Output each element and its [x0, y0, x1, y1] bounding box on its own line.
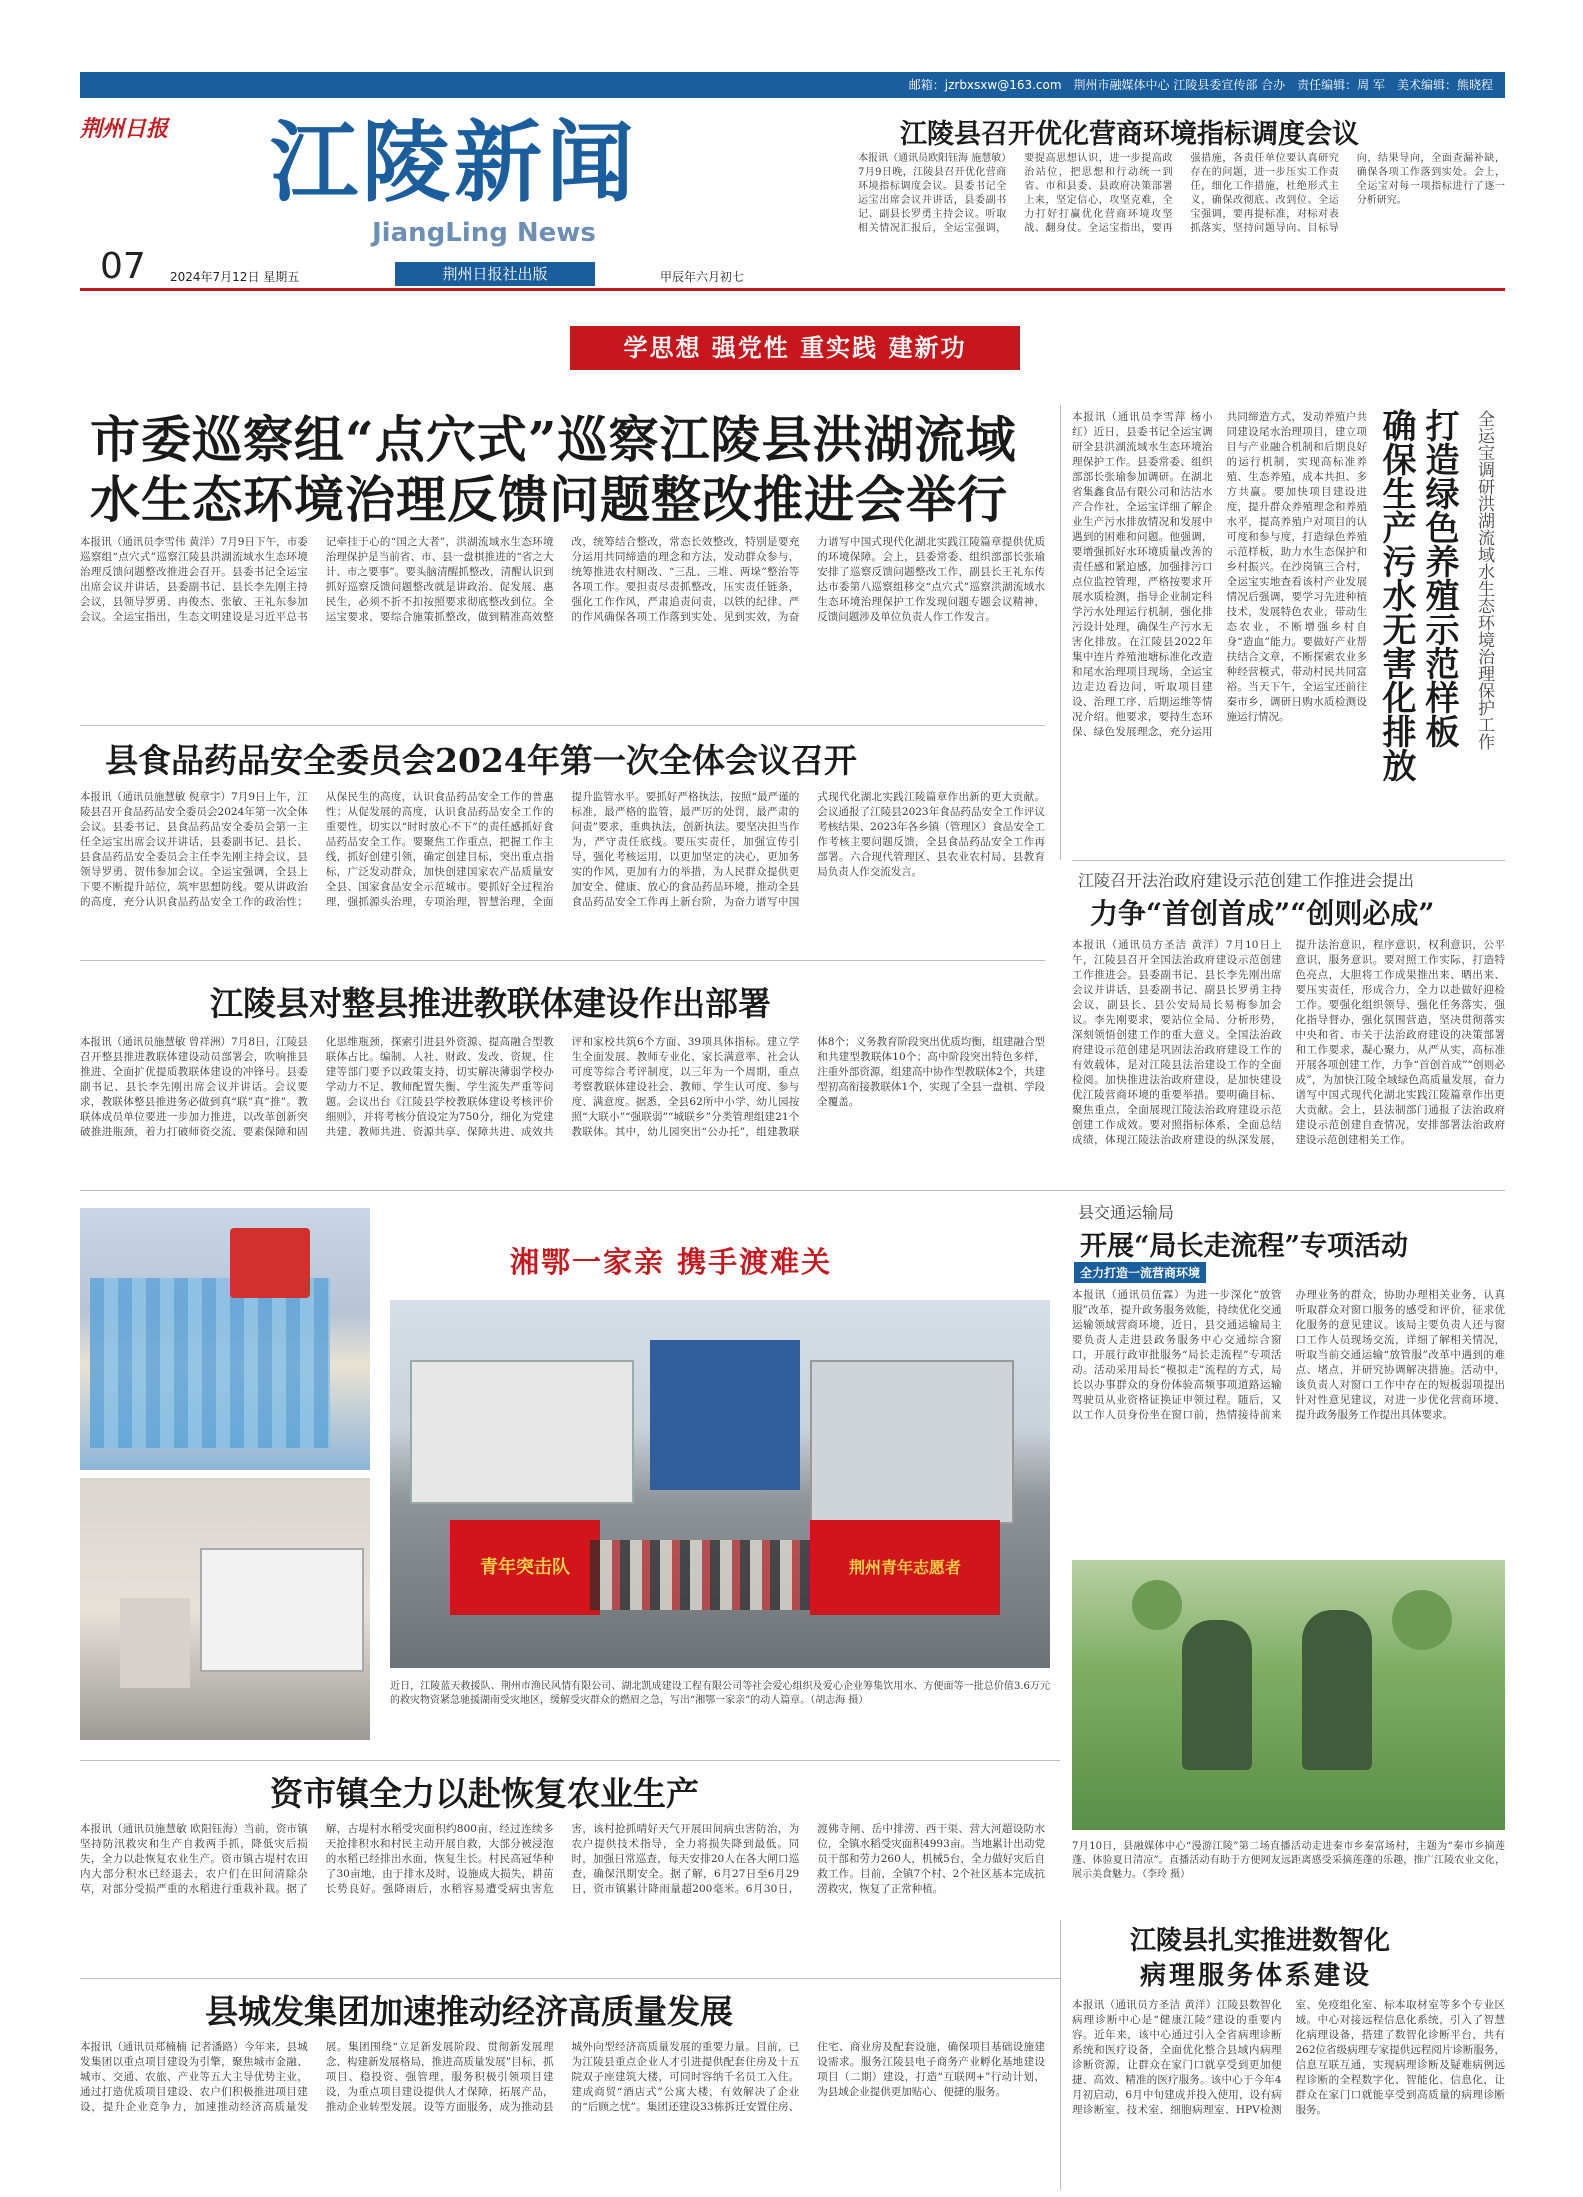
masthead-english: JiangLing News — [372, 218, 596, 248]
zishi-body: 本报讯（通讯员施慧敏 欧阳钰海）当前，资市镇坚持防汛救灾和生产自救两手抓，降低灾后损失，全力以赴恢复农业生产。资市镇古堤村农田内大部分积水已经退去，农户们在田间清除杂草，对部分受损严重的水稻进行重栽补栽。据了解，古堤村水稻受灾面积约800亩，经过连续多天抢排积水和村民主动开展自救，大部分被浸泡的水稻已经排出水面，恢复生长。村民高冠华种了30亩地，由于排水及时，设施成大损失，耕苗长势良好。强降雨后，水稻容易遭受病虫害危害，该村抢抓晴好天气开展田间病虫害防治，为农户提供技术指导，全力将损失降到最低。同时，加强日常巡查，每天安排20人在各大闸口巡查，确保汛期安全。据了解，6月27日至6月29日，资市镇累计降雨量超200毫米。6月30日，渡佛寺闸、岳中排涝、西干渠、营大河超设防水位，全镇水稻受灾面积4993亩。当地累计出动党员干部和劳力260人，机械5台，全力做好灾后自救工作。目前，全镇7个村、2个社区基本完成抗涝救灾，恢复了正常种植。 — [80, 1823, 1045, 1895]
column-divider — [1060, 405, 1061, 860]
poultry-title-col1: 确保生产污水无害化排放 — [1376, 408, 1416, 782]
biz-env-body: 本报讯（通讯员欧阳钰海 施慧敏）7月9日晚，江陵县召开优化营商环境指标调度会议。县委书记全运宝出席会议并讲话，县委副书记、副县长罗勇主持会议。听取相关情况汇报后，全运宝强调，要提高思想认识，进一步提高政治站位，把思想和行动统一到省、市和县委、县政府决策部署上来，坚定信心，攻坚克难，全力打好打赢优化营商环境攻坚战、翻身仗。全运宝指出，要再强措施，各责任单位要认真研究存在的问题，进一步压实工作责任，细化工作措施，杜绝形式主义，确保改彻底、改到位。全运宝强调，要再提标准，对标对表抓落实，坚持问题导向、目标导向，结果导向，全面查漏补缺，确保各项工作落到实处。会上，全运宝对每一项指标进行了逐一分析研究。 — [858, 153, 1505, 234]
photo-feature-banner: 湘鄂一家亲 携手渡难关 — [510, 1245, 833, 1279]
photo-lotus-livestream — [1072, 1560, 1505, 1830]
pathology-body: 本报讯（通讯员方圣洁 黄洋）江陵县数智化病理诊断中心是“健康江陵”建设的重要内容。近年来，该中心通过引入全省病理诊断系统和医疗设备，全面优化整合县域内病理诊断资源，让群众在家门口就享受到更加便捷、高效、精准的医疗服务。该中心于今年4月初启动，6月中旬建成并投入使用，设有病理诊断室、技术室、细胞病理室、HPV检测室、免疫组化室、标本取材室等多个专业区域。中心对接远程信息化系统，引入了智慧化病理设备，搭建了数智化诊断平台，共有262位省级病理专家提供远程阅片诊断服务，信息互联互通，实现病理诊断及疑难病例远程诊断的全程数字化、智能化、信息化，让群众在家门口就能享受到高质量的病理诊断服务。 — [1072, 1999, 1505, 2116]
poultry-body: 本报讯（通讯员李雪萍 杨小红）近日，县委书记全运宝调研全县洪湖流域水生态环境治理保护工作。县委常委、组织部部长张瑜参加调研。在湖北省集鑫食品有限公司和沽沽水产合作社，全运宝详细了解企业生产污水排放情况和发展中遇到的困难和问题。他强调，要增强抓好水环境质量改善的责任感和紧迫感，加强排污口点位监控管理，严格按要求开展水质检测，指导企业制定科学污水处理运行机制，强化排污设计处理，确保生产污水无害化排放。在江陵县2022年集中连片养殖池塘标准化改造和尾水治理项目现场，全运宝边走边看边问，听取项目建设、治理工序、后期运维等情况介绍。他要求，要持生态环保、绿色发展理念，充分运用共同缔造方式，发动养殖户共同建设尾水治理项目，建立项目与产业融合机制和后期良好的运行机制，实现高标准养殖、生态养殖，成本共担、多方共赢。要加快项目建设进度，提升群众养殖理念和养殖水平，提高养殖户对项目的认可度和参与度，打造绿色养殖示范样板，助力水生态保护和乡村振兴。在沙岗镇三合村，全运宝实地查看该村产业发展情况后强调，要学习先进种植技术，发展特色农业，带动生态农业，不断增强乡村自身“造血”能力。要做好产业帮扶结合文章，不断探索农业多种经营模式，带动村民共同富裕。当天下午，全运宝还前往秦市乡，调研日购水质检测设施运行情况。 — [1072, 411, 1367, 738]
flag-youth-commando: 青年突击队 — [450, 1520, 600, 1615]
lawgov-title: 力争“首创首成”“创则必成” — [1090, 897, 1435, 930]
section-divider — [80, 1760, 1060, 1761]
section-divider — [80, 1190, 1505, 1191]
food-title: 县食品药品安全委员会2024年第一次全体会议召开 — [105, 741, 857, 780]
poultry-kicker: 全运宝调研洪湖流域水生态环境治理保护工作 — [1474, 410, 1494, 750]
lotus-caption: 7月10日，县融媒体中心“漫游江陵”第二场直播活动走进秦市乡秦富场村，主题为“秦市乡摘莲蓬、体验夏日清凉”。直播活动有助于方便网友远距离感受采摘莲蓬的乐趣，推广江陵农业文化，展示美食魅力。（李玲 摄） — [1072, 1841, 1505, 1880]
photo-relief-goods — [80, 1208, 370, 1470]
publisher-badge: 荆州日报社出版 — [395, 262, 595, 286]
lawgov-body: 本报讯（通讯员方圣洁 黄洋）7月10日上午，江陵县召开全国法治政府建设示范创建工作推进会。县委副书记、县长李先刚出席会议并讲话，县委副书记、副县长罗勇主持会议，副县长、县公安局局长易梅参加会议。李先刚要求，要站位全局、分析形势，深刻领悟创建工作的重大意义。全国法治政府建设示范创建是巩固法治政府建设工作的有效载体，是对江陵县法治建设工作的全面检阅。加快推进法治政府建设，是加快建设优江陵营商环境的重要举措。要明确目标、聚焦重点，全面展现江陵法治政府建设示范创建工作成效。要对照指标体系，全面总结成绩，体现江陵法治政府建设的纵深发展，提升法治意识，程序意识，权利意识，公平意识，服务意识。要对照工作实际，打造特色亮点，大胆将工作成果推出来、晒出来、要压实责任，形成合力，全力以赴做好迎检工作。要强化组织领导、强化任务落实，强化指导督办，强化氛围营造，坚决贯彻落实中央和省、市关于法治政府建设的决策部署和工作要求，凝心聚力，从严从实，高标准开展各项创建工作，力争“首创首成”“创则必成”，为加快江陵全域绿色高质量发展，奋力谱写中国式现代化湖北实践江陵篇章作出更大贡献。会上，县法制部门通报了法治政府建设示范创建自查情况，安排部署法治政府建设示范创建相关工作。 — [1072, 939, 1505, 1146]
lawgov-kicker: 江陵召开法治政府建设示范创建工作推进会提出 — [1078, 871, 1415, 890]
photo-feature-caption: 近日，江陵蓝天救援队、荆州市渔民风情有限公司、湖北凯成建设工程有限公司等社会爱心组织及爱心企业筹集饮用水、方便面等一批总价值3.6万元的救灾物资紧急驰援湖南受灾地区，缓解受灾群众的燃眉之急，写出“湘鄂一家亲”的动人篇章。（胡志海 摄） — [390, 1681, 1050, 1706]
food-body: 本报讯（通讯员施慧敏 倪章宇）7月9日上午，江陵县召开食品药品安全委员会2024年第一次全体会议。县委书记、县食品药品安全委员会第一主任全运宝出席会议并讲话，县委副书记、县长、县食品药品安全委员会主任李先刚主持会议，县领导罗勇、贺伟参加会议。全运宝强调，全县上下要不断提升站位，筑牢思想防线。要从讲政治的高度，充分认识食品药品安全工作的政治性；从保民生的高度，认识食品药品安全工作的普惠性；从促发展的高度，认识食品药品安全工作的重要性，切实以“时时放心不下”的责任感抓好食品药品安全工作。要聚焦工作重点，把握工作主线，抓好创建引领，确定创建目标，突出重点指标，广泛发动群众，加快创建国家农产品质量安全县、国家食品安全示范城市。要抓好全过程治理，强抓源头治理，专项治理，智慧治理，全面提升监管水平。要抓好严格执法，按照“最严谨的标准，最严格的监管，最严厉的处罚，最严肃的问责”要求，重典执法，创新执法。要坚决担当作为，严守责任底线。要压实责任，加强宣传引导，强化考核运用，以更加坚定的决心，更加务实的作风，更加有力的举措，为人民群众提供更加安全、健康、放心的食品药品环境，推动全县食品药品安全工作再上新台阶，为奋力谱写中国式现代化湖北实践江陵篇章作出新的更大贡献。会议通报了江陵县2023年食品药品安全工作评议考核结果、2023年各乡镇（管理区）食品安全工作考核主要问题反馈，全县食品药品安全工作再部署。六合现代管理区、县农业农村局、县教育局负责人作交流发言。 — [80, 791, 1045, 908]
top-info-bar: 邮箱：jzrbxsxw@163.com 荆州市融媒体中心 江陵县委宣传部 合办 责任编辑：周 军 美术编辑：熊晓程 — [80, 72, 1505, 98]
theme-banner: 学思想 强党性 重实践 建新功 — [570, 326, 1020, 370]
photo-loading-van — [80, 1478, 370, 1740]
lead-body: 本报讯（通讯员李雪伟 黄洋）7月9日下午，市委巡察组“点穴式”巡察江陵县洪湖流域水生态环境治理反馈问题整改推进会召开。县委书记全运宝出席会议并讲话，县委副书记、县长李先刚主持会议，县领导罗勇、冉俊杰、张敏、王礼东参加会议。全运宝指出，生态文明建设是习近平总书记牵挂于心的“国之大者”，洪湖流域水生态环境治理保护是当前省、市、县一盘棋推进的“省之大计、市之要事”。要头脑清醒抓整改，清醒认识到抓好巡察反馈问题整改就是讲政治、促发展、惠民生，必须不折不扣按照要求彻底整改到位。全运宝要求，要综合施策抓整改，做到精准高效整改，统筹结合整改，常态长效整改，特别是要充分运用共同缔造的理念和方法，发动群众参与，统筹推进农村厕改、“三乱、三堆、两垛”整治等各项工作。要担责尽责抓整改，压实责任链条，强化工作作风，严肃追责问责，以铁的纪律、严的作风确保各项工作落到实处、见到实效，为奋力谱写中国式现代化湖北实践江陵篇章提供优质的环境保障。会上，县委常委、组织部部长张瑜安排了巡察反馈问题整改工作，副县长王礼东传达市委第八巡察组移交“点穴式”巡察洪湖流域水生态环境治理保护工作发现问题专题会议精神，反馈问题涉及单位负责人作工作发言。 — [80, 536, 1045, 623]
lead-title-line2: 水生态环境治理反馈问题整改推进会举行 — [90, 470, 1008, 529]
section-divider — [80, 960, 1045, 961]
photo-volunteers-group — [390, 1300, 1050, 1668]
flag-youth-volunteers: 荆州青年志愿者 — [810, 1520, 1000, 1615]
issue-date: 2024年7月12日 星期五 — [170, 270, 300, 284]
masthead-title: 江陵新闻 — [270, 110, 639, 214]
urban-body: 本报讯（通讯员郑楠楠 记者潘路）今年来，县城发集团以重点项目建设为引擎，聚焦城市金融、城市、交通、农旅、产业等五大主导优势主业，通过打造优质项目建设、农户们积极推进项目建设，提升企业竞争力，加速推动经济高质量发展。集团围绕“立足新发展阶段、贯彻新发展理念、构建新发展格局，推进高质量发展”目标，抓项目、稳投资、强管理，服务积极引领项目建设，为重点项目建设提供人才保障，拓展产品，推动企业转型发展。设等方面服务，成为推动县城外向型经济高质量发展的重要力量。目前，已为江陵县重点企业人才引进提供配套住房及十五院双子座建筑大楼，可同时容纳千名员工入住。建成商贸“酒店式”公寓大楼，有效解决了企业的“后顾之忧”。集团还建设33栋拆迁安置住房、住宅、商业房及配套设施，确保项目基础设施建设需求。服务江陵县电子商务产业孵化基地建设项目（二期）建设，打造“互联网+”行动计划，为县域企业提供更加贴心、便捷的服务。 — [80, 2041, 1045, 2113]
section-divider — [1072, 860, 1505, 861]
zishi-title: 资市镇全力以赴恢复农业生产 — [270, 1774, 699, 1813]
lunar-date: 甲辰年六月初七 — [660, 270, 745, 284]
section-divider — [80, 1978, 1060, 1979]
traffic-kicker: 县交通运输局 — [1078, 1203, 1175, 1222]
edu-body: 本报讯（通讯员施慧敏 曾祥洲）7月8日，江陵县召开整县推进教联体建设动员部署会，吹响推县推进、全面扩优提质教联体建设的冲锋号。县委副书记、县长李先刚出席会议并讲话。会议要求，教联体整县推进务必做到真“联”真“推”。教联体成员单位要进一步加力推进，以改革创新突破推进瓶颈，着力打破师资交流、要素保障和固化思维瓶颈，探索引进县外资源、提高融合型教联体占比。编制、人社、财政、发改、资规、住建等部门要予以政策支持，切实解决薄弱学校办学动力不足、教师配置失衡、学生流失严重等问题。会议出台《江陵县学校教联体建设考核评价细则》，并将考核分值设定为750分，细化为党建共建、教师共进、资源共享、保障共进、成效共评和家校共筑6个方面、39项具体指标。建立学生全面发展、教师专业化、家长满意率、社会认可度等综合考评制度，以三年为一个周期，重点考察教联体建设社会、教师、学生认可度、参与度、满意度。据悉，全县62所中小学、幼儿园按照“大联小”“强联弱”“城联乡”分类管理组建21个教联体。其中，幼儿园突出“公办托”，组建教联体8个；义务教育阶段突出优质均衡，组建融合型和共建型教联体10个；高中阶段突出特色多样，注重外部资源，组建高中协作型教联体2个，共建型初高衔接教联体1个，实现了全县一盘棋、学段全覆盖。 — [80, 1036, 1045, 1138]
traffic-title: 开展“局长走流程”专项活动 — [1080, 1231, 1409, 1262]
biz-env-title: 江陵县召开优化营商环境指标调度会议 — [900, 119, 1359, 150]
urban-title: 县城发集团加速推动经济高质量发展 — [205, 1992, 733, 2031]
pathology-title-line2: 病理服务体系建设 — [1140, 1961, 1373, 1991]
header-divider — [80, 288, 1505, 291]
column-divider — [1060, 1920, 1061, 2190]
section-divider — [80, 725, 1045, 726]
lead-title-line1: 市委巡察组“点穴式”巡察江陵县洪湖流域 — [90, 410, 1017, 469]
edu-title: 江陵县对整县推进教联体建设作出部署 — [210, 984, 771, 1023]
pathology-title-line1: 江陵县扎实推进数智化 — [1130, 1926, 1391, 1956]
newspaper-logo: 荆州日报 — [80, 116, 169, 142]
page-number: 07 — [100, 246, 146, 287]
poultry-title-col2: 打造绿色养殖示范样板 — [1419, 408, 1459, 748]
traffic-body: 本报讯（通讯员伍霖）为进一步深化“放管服”改革，提升政务服务效能，持续优化交通运输领域营商环境，近日，县交通运输局主要负责人走进县政务服务中心交通综合窗口，开展行政审批服务“局长走流程”专项活动。活动采用局长“模拟走”流程的方式，局长以办事群众的身份体验高频事项道路运输驾驶员从业资格证换证申领过程。随后，又以工作人员身份坐在窗口前，热情接待前来办理业务的群众，协助办理相关业务，认真听取群众对窗口服务的感受和评价，征求优化服务的意见建议。该局主要负责人还与窗口工作人员现场交流，详细了解相关情况，听取当前交通运输“放管服”改革中遇到的难点、堵点，并研究协调解决措施。活动中，该负责人对窗口工作中存在的短板弱项提出针对性意见建议，对进一步优化营商环境、提升政务服务工作提出具体要求。 — [1072, 1289, 1505, 1421]
traffic-tag: 全力打造一流营商环境 — [1074, 1262, 1206, 1283]
